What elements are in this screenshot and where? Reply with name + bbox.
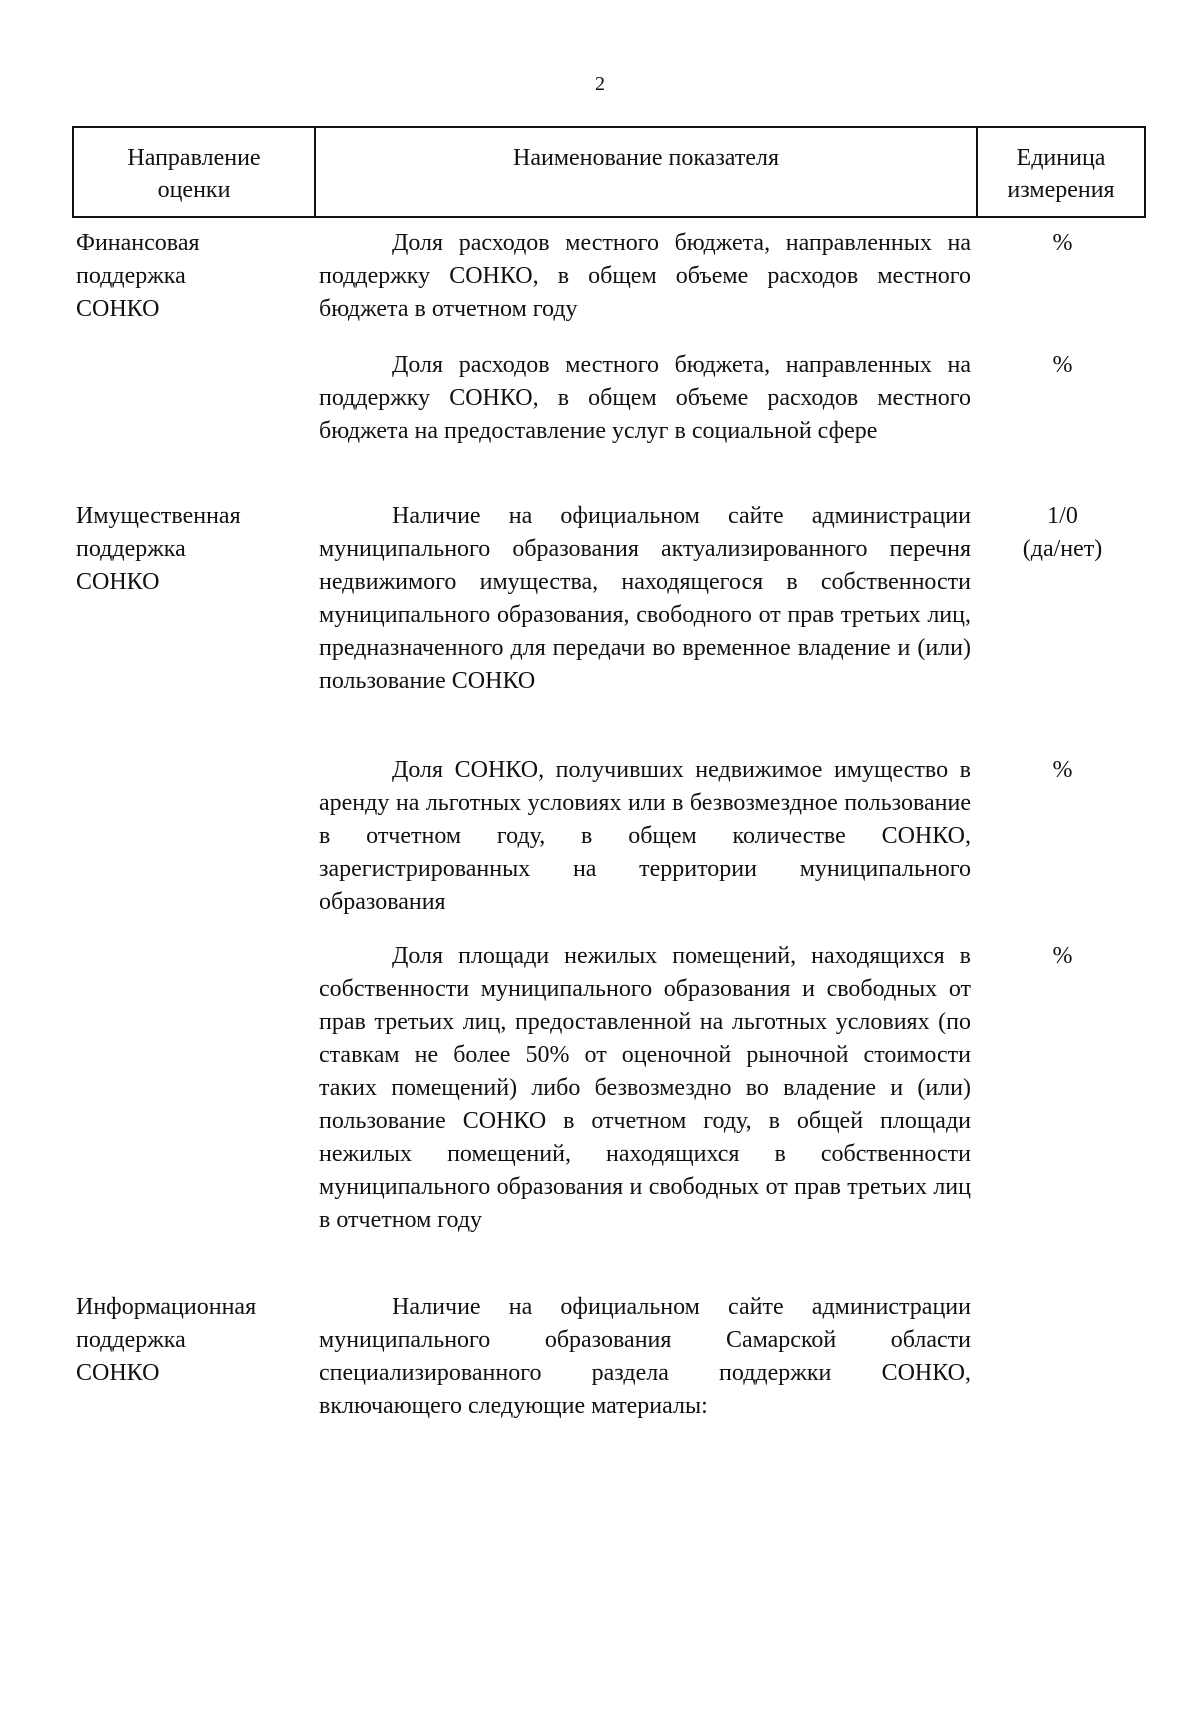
row-1-direction	[76, 227, 301, 326]
row-1-unit	[990, 227, 1135, 260]
row-3-unit-line-2: (да/нет)	[1022, 536, 1103, 562]
row-3-direction-line-1: Имущественная	[76, 503, 241, 529]
row-1-direction-line-1: Финансовая	[76, 230, 200, 256]
row-6-direction-line-2: поддержка	[76, 1327, 186, 1353]
table-header	[72, 126, 1146, 218]
row-2-indicator: Доля расходов местного бюджета, направленных на поддержку СОНКО, в общем объеме расходов местного бюджета на предоставление услуг в социальной сфере	[319, 352, 971, 444]
row-3-direction	[76, 500, 301, 599]
header-direction	[74, 128, 316, 216]
row-6-indicator: Наличие на официальном сайте администрации муниципального образования Самарской области специализированного раздела поддержки СОНКО, включающего следующие материалы:	[319, 1294, 971, 1419]
header-unit	[978, 128, 1144, 216]
header-unit-line-1: Единица	[1016, 145, 1106, 171]
page-number: 2	[595, 73, 605, 95]
row-4-unit	[990, 754, 1135, 787]
row-3-unit	[990, 500, 1135, 566]
row-2-unit	[990, 349, 1135, 382]
row-5-indicator: Доля площади нежилых помещений, находящихся в собственности муниципального образования и свободных от прав третьих лиц, предоставленной на льготных условиях (по ставкам не более 50% от оценочной рыночной стоимости таких помещений) либо безвозмездно во владение и (или) пользование СОНКО в отчетном году, в общей площади нежилых помещений, находящихся в собственности муниципального образования и свободных от прав третьих лиц в отчетном году	[319, 943, 971, 1233]
row-4-indicator: Доля СОНКО, получивших недвижимое имущество в аренду на льготных условиях или в безвозмездное пользование в отчетном году, в общем количестве СОНКО, зарегистрированных на территории муниципального образования	[319, 757, 971, 915]
row-1-direction-line-2: поддержка	[76, 263, 186, 289]
header-direction-line-1: Направление	[127, 145, 261, 171]
row-2-unit-line-1: %	[1052, 352, 1073, 378]
row-4-unit-line-1: %	[1052, 757, 1073, 783]
header-direction-line-2: оценки	[157, 177, 231, 203]
header-unit-line-2: измерения	[1007, 177, 1115, 203]
row-5-unit	[990, 940, 1135, 973]
row-6-direction	[76, 1291, 301, 1390]
row-3-direction-line-3: СОНКО	[76, 569, 160, 595]
row-1-direction-line-3: СОНКО	[76, 296, 160, 322]
row-3-direction-line-2: поддержка	[76, 536, 186, 562]
row-3-indicator: Наличие на официальном сайте администрации муниципального образования актуализированного перечня недвижимого имущества, находящегося в собственности муниципального образования, свободного от прав третьих лиц, предназначенного для передачи во временное владение и (или) пользование СОНКО	[319, 503, 971, 694]
header-indicator-label: Наименование показателя	[513, 145, 779, 171]
row-6-direction-line-3: СОНКО	[76, 1360, 160, 1386]
row-5-unit-line-1: %	[1052, 943, 1073, 969]
row-1-indicator: Доля расходов местного бюджета, направленных на поддержку СОНКО, в общем объеме расходов местного бюджета в отчетном году	[319, 230, 971, 322]
row-1-unit-line-1: %	[1052, 230, 1073, 256]
row-3-unit-line-1: 1/0	[1047, 503, 1078, 529]
row-6-direction-line-1: Информационная	[76, 1294, 257, 1320]
header-indicator	[316, 128, 978, 216]
